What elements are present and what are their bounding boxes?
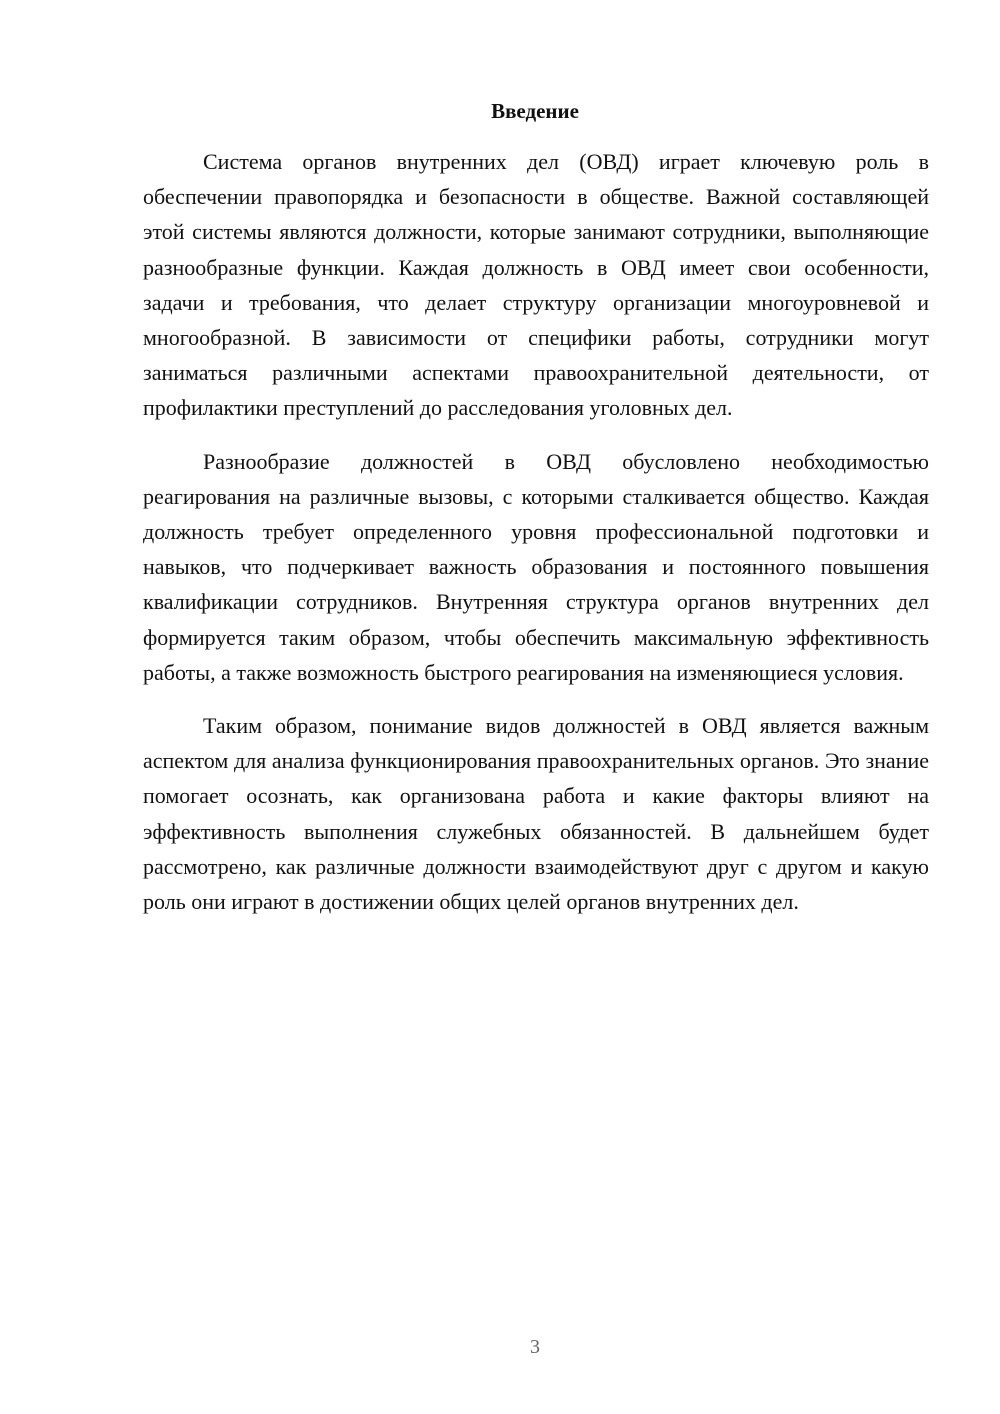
page-number: 3 [530, 1336, 540, 1358]
section-title: Введение [491, 99, 579, 123]
paragraph-3: Таким образом, понимание видов должностей в ОВД является важным аспектом для анализа функционирования правоохранительных органов. Это знание помогает осознать, как организована работа и какие факторы влияют на эффективность выполнения служебных обязанностей. В дальнейшем будет рассмотрено, как различные должности взаимодействуют друг с другом и какую роль они играют в достижении общих целей органов внутренних дел. [143, 713, 929, 915]
paragraph-2: Разнообразие должностей в ОВД обусловлено необходимостью реагирования на различные вызовы, с которыми сталкивается общество. Каждая должность требует определенного уровня профессиональной подготовки и навыков, что подчеркивает важность образования и постоянного повышения квалификации сотрудников. Внутренняя структура органов внутренних дел формируется таким образом, чтобы обеспечить максимальную эффективность работы, а также возможность быстрого реагирования на изменяющиеся условия. [143, 448, 929, 685]
body-text [143, 144, 929, 937]
paragraph-1: Система органов внутренних дел (ОВД) играет ключевую роль в обеспечении правопорядка и безопасности в обществе. Важной составляющей этой системы являются должности, которые занимают сотрудники, выполняющие разнообразные функции. Каждая должность в ОВД имеет свои особенности, задачи и требования, что делает структуру организации многоуровневой и многообразной. В зависимости от специфики работы, сотрудники могут заниматься различными аспектами правоохранительной деятельности, от профилактики преступлений до расследования уголовных дел. [143, 149, 929, 421]
